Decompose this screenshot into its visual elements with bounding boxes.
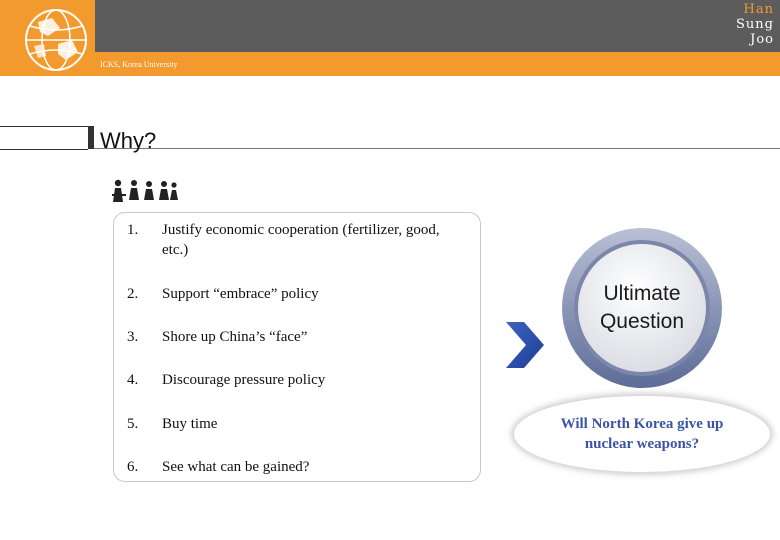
item-number: 4. [127, 372, 139, 388]
header-bar [95, 0, 780, 52]
item-number: 1. [127, 222, 139, 238]
item-text: Shore up China’s “face” [162, 329, 308, 345]
title-rule [0, 126, 88, 150]
item-number: 6. [127, 459, 139, 475]
slide-title: Why? [100, 128, 157, 153]
logo-panel [0, 0, 95, 76]
chevron-right-icon [506, 322, 546, 373]
people-icon [112, 178, 178, 209]
author-line-1: Han [743, 2, 774, 17]
ultimate-question-label [561, 227, 723, 389]
title-marker [88, 126, 94, 149]
item-text: See what can be gained? [162, 459, 310, 475]
item-text: Support “embrace” policy [162, 286, 319, 302]
author-line-3: Joo [750, 32, 774, 47]
header-strip [95, 52, 780, 76]
item-number: 3. [127, 329, 139, 345]
question-text-container [514, 396, 770, 472]
globe-logo [0, 0, 95, 76]
title-underline [94, 148, 780, 149]
item-number: 2. [127, 286, 139, 302]
question-text: Will North Korea give up nuclear weapons? [560, 416, 724, 452]
item-text: Justify economic cooperation (fertilizer, good, etc.) [162, 222, 440, 258]
author-line-2: Sung [736, 17, 774, 32]
item-text: Discourage pressure policy [162, 372, 326, 388]
organization-label: ICKS, Korea University [100, 60, 178, 69]
author-name [736, 2, 774, 47]
item-number: 5. [127, 416, 139, 432]
ultimate-question-text: Ultimate Question [599, 282, 685, 333]
item-text: Buy time [162, 416, 218, 432]
